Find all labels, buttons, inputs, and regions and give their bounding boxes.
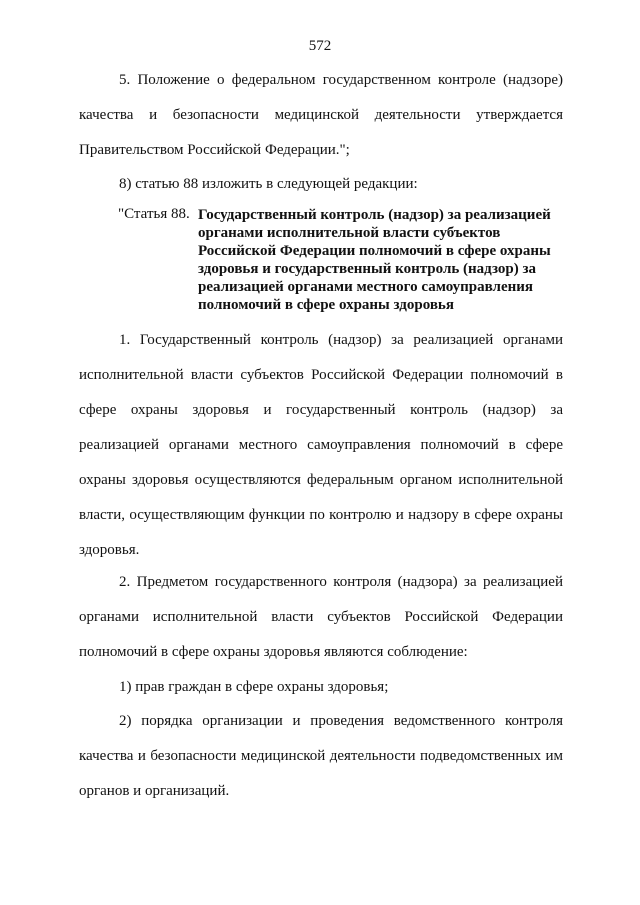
paragraph-article-88-intro: 8) статью 88 изложить в следующей редакции: (119, 176, 418, 192)
paragraph-control-regulation: 5. Положение о федеральном государственном контроле (надзоре) качества и безопасности медицинской деятельности утверждается Правительством Российской Федерации."; (79, 72, 563, 158)
paragraph-item-2: 2. Предметом государственного контроля (надзора) за реализацией органами исполнительной власти субъектов Российской Федерации полномочий в сфере охраны здоровья являются соблюдение: (79, 574, 563, 660)
article-title: Государственный контроль (надзор) за реализацией органами исполнительной власти субъектов Российской Федерации полномочий в сфере охраны здоровья и государственный контроль (надзор) за реализацией органами местного самоуправления полномочий в сфере охраны здоровья (198, 207, 551, 313)
page-number: 572 (308, 38, 332, 54)
paragraph-item-1: 1. Государственный контроль (надзор) за реализацией органами исполнительной власти субъектов Российской Федерации полномочий в сфере охраны здоровья и государственный контроль (надзор) за реализацией органами местного самоуправления полномочий в сфере охраны здоровья осуществляются федеральным органом исполнительной власти, осуществляющим функции по контролю и надзору в сфере охраны здоровья. (79, 332, 563, 558)
article-label: "Статья 88. (118, 206, 190, 222)
paragraph-subitem-2: 2) порядка организации и проведения ведомственного контроля качества и безопасности медицинской деятельности подведомственных им органов и организаций. (79, 713, 563, 799)
paragraph-subitem-1: 1) прав граждан в сфере охраны здоровья; (119, 679, 389, 695)
